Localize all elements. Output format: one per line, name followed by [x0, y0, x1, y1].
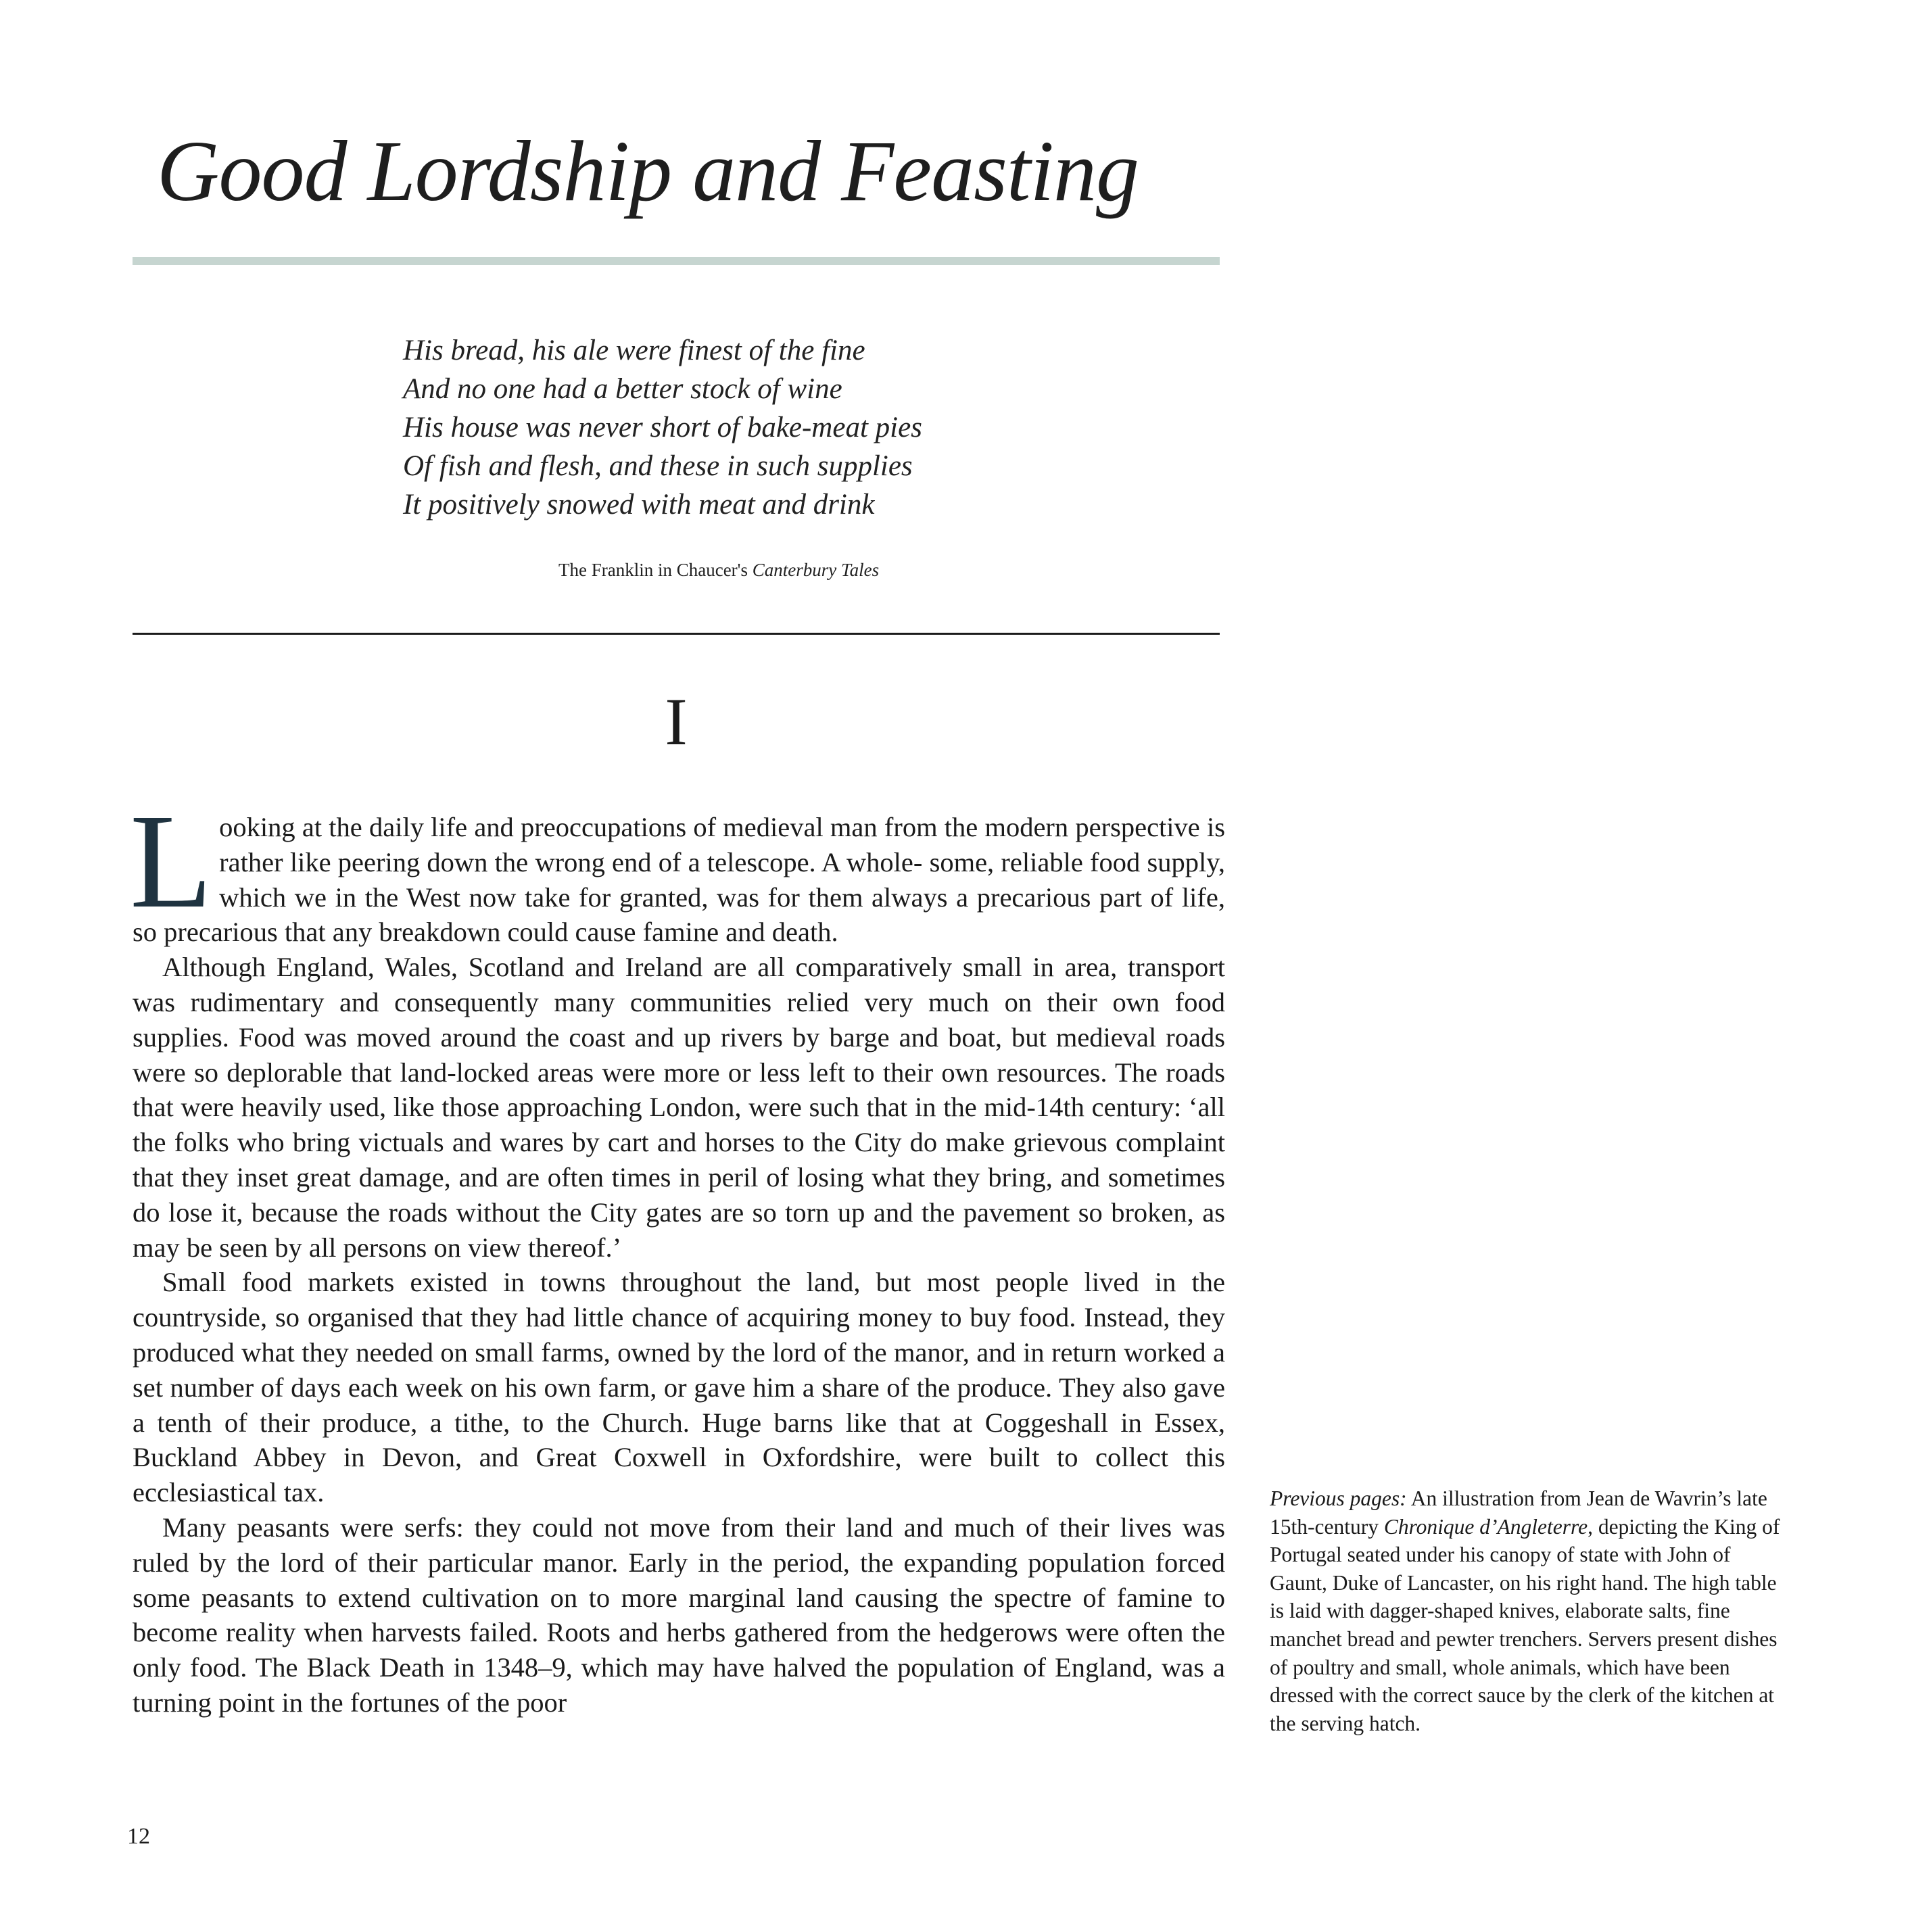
paragraph-text: ooking at the daily life and preoccupations of medieval man from the modern perspective is rather like peering down the wrong end of a telescope. A whole- some, reliable food supply, which we in the West now take for granted, was for them always a precarious part of life, so precarious that any breakdown could cause famine and death. — [133, 812, 1225, 948]
epigraph-source-work: Canterbury Tales — [752, 560, 880, 580]
body-paragraph: Many peasants were serfs: they could not move from their land and much of their lives was ruled by the lord of their particular manor. Early in the period, the expanding population forced some peasants to extend cultivation on to more marginal land causing the spectre of famine to become reality when harvests failed. Roots and herbs gathered from the hedgerows were often the only food. The Black Death in 1348–9, which may have halved the population of England, was a turning point in the fortunes of the poor — [133, 1512, 1225, 1718]
image-caption — [1270, 1484, 1784, 1737]
section-number: I — [665, 684, 688, 759]
epigraph-line: And no one had a better stock of wine — [403, 373, 842, 405]
epigraph-line: His house was never short of bake-meat pies — [403, 412, 922, 443]
drop-cap: L — [130, 787, 213, 936]
caption-text: , depicting the King of Portugal seated under his canopy of state with John of Gaunt, Duke of Lancaster, on his right hand. The high table is laid with dagger-shaped knives, elaborate salts, fine manchet bread and pewter trenchers. Servers present dishes of poultry and small, whole animals, which have been dressed with the correct sauce by the clerk of the kitchen at the serving hatch. — [1270, 1514, 1780, 1735]
caption-text: An illustration from Jean de Wavrin’s late 15th-century — [1270, 1487, 1767, 1539]
epigraph — [403, 331, 922, 524]
epigraph-source-prefix: The Franklin in Chaucer's — [558, 560, 748, 580]
body-paragraph: Small food markets existed in towns throughout the land, but most people lived in the countryside, so organised that they had little chance of acquiring money to buy food. Instead, they produced what they needed on small farms, owned by the lord of the manor, and in return worked a set number of days each week on his own farm, or gave him a share of the produce. They also gave a tenth of their produce, a tithe, to the Church. Huge barns like that at Coggeshall in Essex, Buckland Abbey in Devon, and Great Coxwell in Oxfordshire, were built to collect this ecclesiastical tax. — [133, 1267, 1225, 1508]
epigraph-source — [558, 560, 879, 581]
body-paragraph — [130, 787, 1225, 950]
section-divider — [133, 633, 1220, 635]
caption-work-title: Chronique d’Angleterre — [1383, 1514, 1588, 1539]
body-text — [130, 787, 1225, 1720]
title-underline — [133, 257, 1220, 265]
page-number: 12 — [127, 1824, 150, 1849]
epigraph-line: Of fish and flesh, and these in such supplies — [403, 450, 913, 482]
caption-lead: Previous pages: — [1270, 1487, 1407, 1510]
epigraph-line: His bread, his ale were finest of the fine — [403, 335, 865, 366]
body-paragraph: Although England, Wales, Scotland and Ireland are all comparatively small in area, transport was rudimentary and consequently many communities relied very much on their own food supplies. Food was moved around the coast and up rivers by barge and boat, but medieval roads were so deplorable that land-locked areas were more or less left to their own resources. The roads that were heavily used, like those approaching London, were such that in the mid-14th century: ‘all the folks who bring victuals and wares by cart and horses to the City do make grievous complaint that they inset great damage, and are often times in peril of losing what they bring, and sometimes do lose it, because the roads without the City gates are so torn up and the pavement so broken, as may be seen by all persons on view thereof.’ — [133, 952, 1225, 1263]
epigraph-line: It positively snowed with meat and drink — [403, 489, 875, 521]
page-title: Good Lordship and Feasting — [157, 123, 1139, 219]
